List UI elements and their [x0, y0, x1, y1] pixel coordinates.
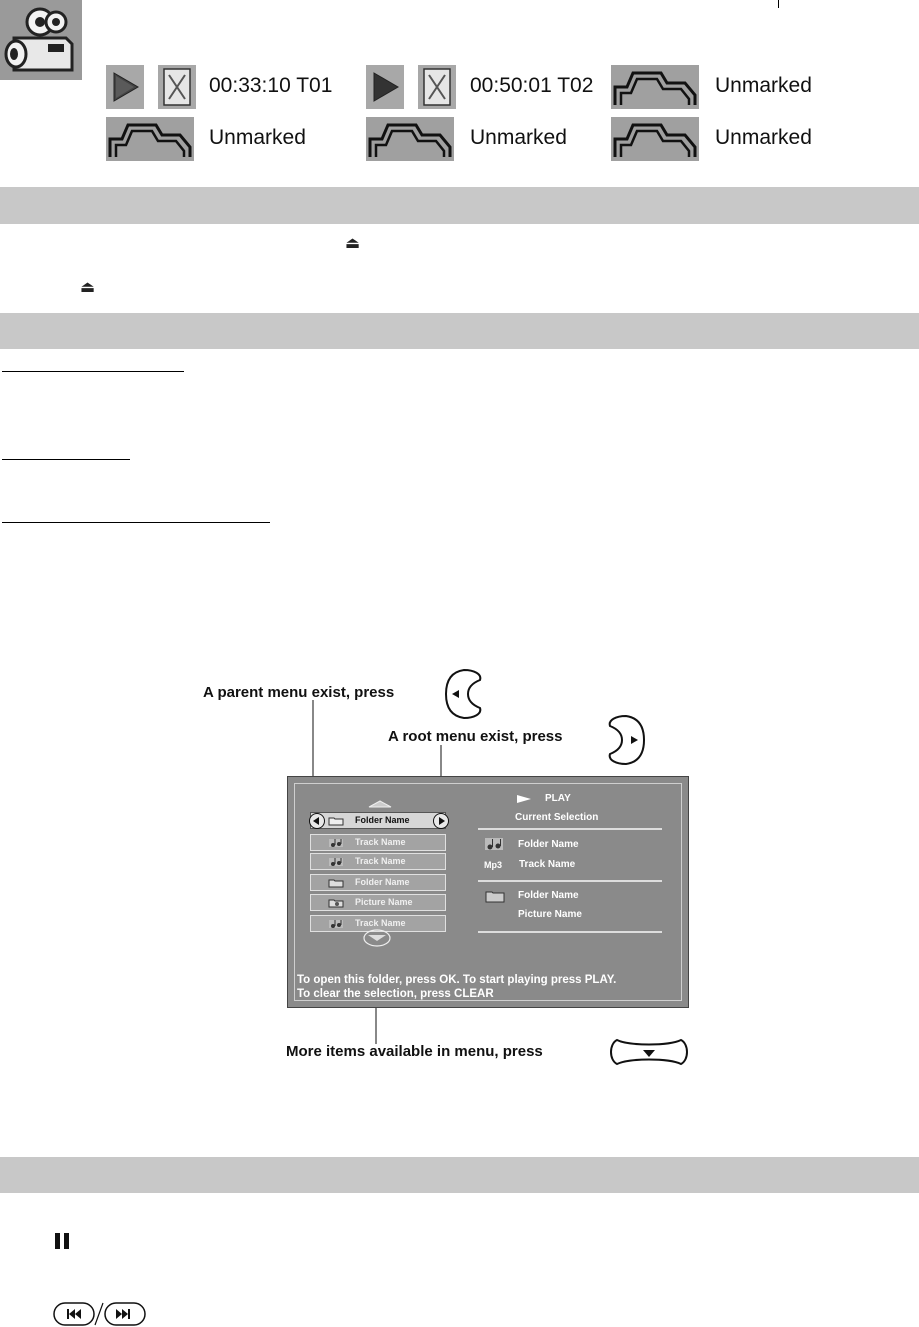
list-item-label: Track Name	[355, 918, 406, 928]
music-icon	[328, 919, 344, 929]
list-item[interactable]	[310, 834, 446, 851]
skip-buttons-icon	[53, 1301, 148, 1327]
parent-menu-callout: A parent menu exist, press	[203, 684, 395, 701]
pause-icon	[54, 1232, 70, 1250]
selection-picture-name: Picture Name	[518, 909, 582, 920]
music-icon	[328, 838, 344, 848]
marker-label: Unmarked	[715, 126, 812, 149]
marker-label: Unmarked	[209, 126, 306, 149]
play-label: PLAY	[545, 793, 571, 804]
file-browser-screen	[287, 776, 689, 1008]
selection-folder-name: Folder Name	[518, 890, 579, 901]
mp3-badge: Mp3	[484, 860, 502, 870]
marker-label: Unmarked	[715, 74, 812, 97]
instruction-line-2: To clear the selection, press CLEAR	[297, 988, 494, 1000]
folder-icon	[328, 878, 344, 888]
marker-label: Unmarked	[470, 126, 567, 149]
eject-icon: ⏏	[345, 235, 361, 252]
scroll-up-icon	[367, 800, 393, 808]
list-item[interactable]	[310, 874, 446, 891]
list-item-label: Folder Name	[355, 815, 410, 825]
divider	[478, 880, 662, 882]
list-item[interactable]	[310, 812, 446, 829]
picture-icon	[328, 898, 344, 908]
list-item-label: Track Name	[355, 856, 406, 866]
list-item[interactable]	[310, 853, 446, 870]
marker-label: 00:33:10 T01	[209, 74, 333, 97]
play-icon	[516, 794, 532, 804]
folder-icon	[328, 816, 344, 826]
divider	[478, 931, 662, 933]
scroll-down-icon	[362, 929, 392, 947]
divider	[478, 828, 662, 830]
selection-folder-name: Folder Name	[518, 839, 579, 850]
selection-track-name: Track Name	[519, 859, 576, 870]
down-arrow-button-icon	[609, 1038, 689, 1071]
root-menu-callout: A root menu exist, press	[388, 728, 563, 745]
list-item-label: Picture Name	[355, 897, 413, 907]
right-nav-icon	[432, 812, 450, 830]
folder-icon	[485, 889, 505, 903]
section-header-bar	[0, 1157, 919, 1193]
list-item[interactable]	[310, 894, 446, 911]
music-folder-icon	[484, 837, 504, 851]
music-icon	[328, 857, 344, 867]
instruction-line-1: To open this folder, press OK. To start playing press PLAY.	[297, 974, 617, 986]
marker-label: 00:50:01 T02	[470, 74, 594, 97]
left-nav-icon	[308, 812, 326, 830]
current-selection-label: Current Selection	[515, 812, 599, 823]
eject-icon: ⏏	[80, 279, 96, 296]
more-items-callout: More items available in menu, press	[286, 1043, 543, 1060]
list-item-label: Track Name	[355, 837, 406, 847]
list-item-label: Folder Name	[355, 877, 410, 887]
